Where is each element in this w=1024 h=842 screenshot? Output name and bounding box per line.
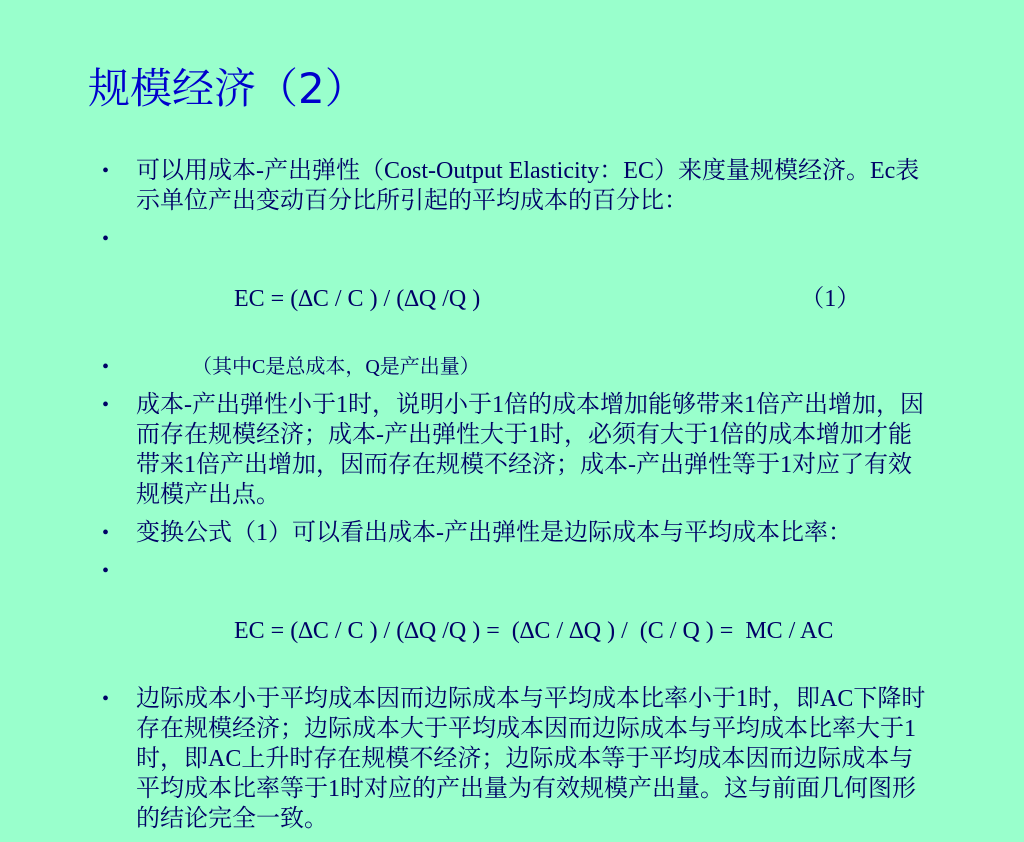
bullet-item-elasticity-definition bbox=[96, 156, 934, 216]
bullet-icon: • bbox=[102, 560, 110, 582]
slide-title: 规模经济（2） bbox=[88, 64, 367, 113]
bullet-icon: • bbox=[102, 160, 110, 182]
bullet-icon: • bbox=[102, 394, 110, 416]
bullet-text: 变换公式（1）可以看出成本-产出弹性是边际成本与平均成本比率： bbox=[136, 520, 852, 546]
bullet-item-elasticity-interpretation bbox=[96, 390, 934, 510]
bullet-icon: • bbox=[102, 688, 110, 710]
bullet-item-formula-2 bbox=[96, 556, 934, 676]
bullet-text: 可以用成本-产出弹性（Cost-Output Elasticity：EC）来度量规模经济。Ec表示单位产出变动百分比所引起的平均成本的百分比： bbox=[136, 158, 920, 214]
slide-body bbox=[96, 156, 934, 842]
formula-tag: （1） bbox=[800, 286, 861, 312]
bullet-item-transform-formula bbox=[96, 518, 934, 548]
bullet-item-conclusion bbox=[96, 684, 934, 834]
bullet-icon: • bbox=[102, 356, 110, 378]
bullet-icon: • bbox=[102, 522, 110, 544]
formula-text: EC = (∆C / C ) / (∆Q /Q ) = (∆C / ∆Q ) / (C / Q ) = MC / AC bbox=[234, 618, 834, 644]
bullet-item-note bbox=[96, 352, 934, 382]
bullet-icon: • bbox=[102, 228, 110, 250]
formula-text: EC = (∆C / C ) / (∆Q /Q ) bbox=[234, 286, 481, 312]
note-text: （其中C是总成本，Q是产出量） bbox=[192, 356, 480, 378]
bullet-text: 边际成本小于平均成本因而边际成本与平均成本比率小于1时，即AC下降时存在规模经济；边际成本大于平均成本因而边际成本与平均成本比率大于1时，即AC上升时存在规模不经济；边际成本等于平均成本因而边际成本与平均成本比率等于1时对应的产出量为有效规模产出量。这与前面几何图形的结论完全一致。 bbox=[136, 686, 926, 832]
bullet-text: 成本-产出弹性小于1时，说明小于1倍的成本增加能够带来1倍产出增加，因而存在规模经济；成本-产出弹性大于1时，必须有大于1倍的成本增加才能带来1倍产出增加，因而存在规模不经济；成本-产出弹性等于1对应了有效规模产出点。 bbox=[136, 392, 924, 508]
bullet-item-formula-1 bbox=[96, 224, 934, 344]
